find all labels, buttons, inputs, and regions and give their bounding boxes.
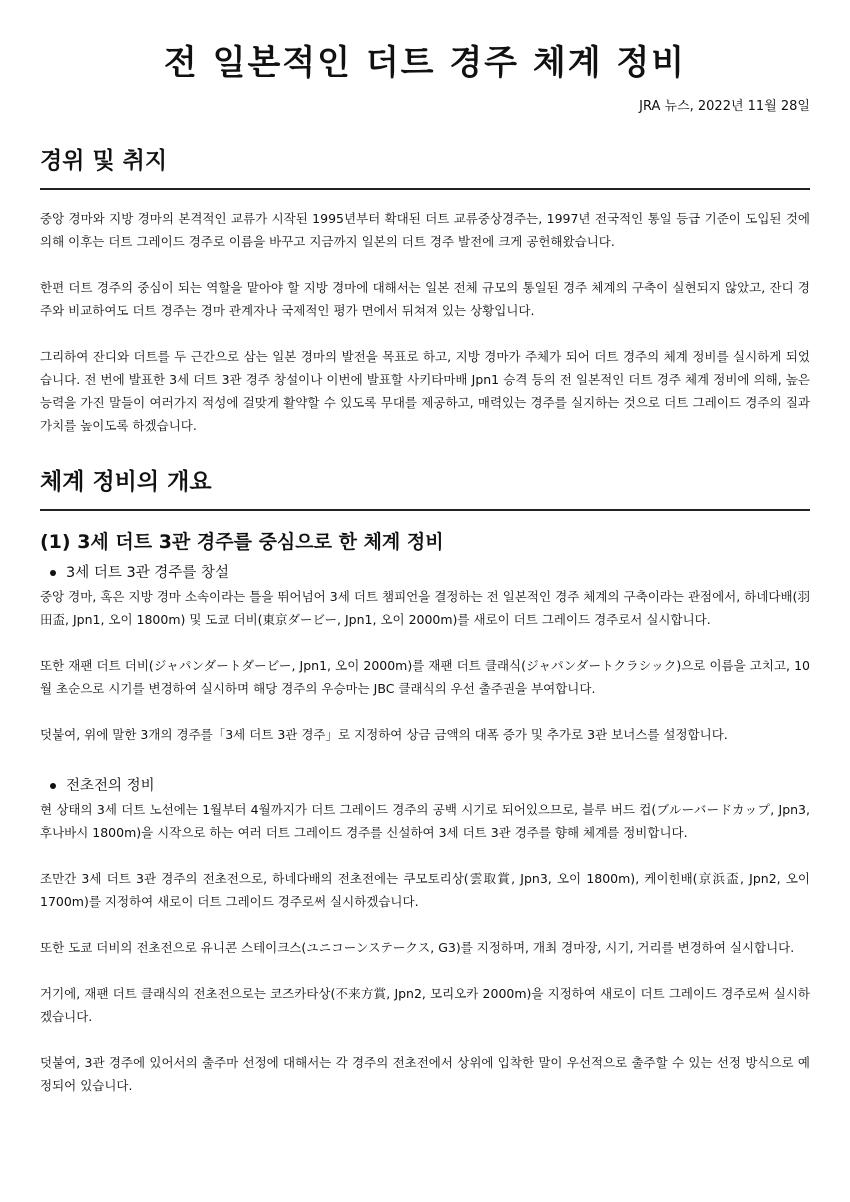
paragraph-prep-races-4: 거기에, 재팬 더트 클래식의 전초전으로는 코즈카타상(不来方賞, Jpn2, 모리오카 2000m)을 지정하여 새로이 더트 그레이드 경주로써 실시하겠습니다. (40, 986, 810, 1024)
bullet-icon (50, 783, 56, 789)
section-heading-overview: 체계 정비의 개요 (40, 469, 212, 495)
paragraph-prep-races-3: 또한 도쿄 더비의 전초전으로 유니콘 스테이크스(ユニコーンステークス, G3)를 지정하며, 개최 경마장, 시기, 거리를 변경하여 실시합니다. (40, 940, 795, 955)
paragraph-triple-crown-2: 또한 재팬 더트 더비(ジャパンダートダービー, Jpn1, 오이 2000m)를 재팬 더트 클래식(ジャパンダートクラシック)으로 이름을 고치고, 10월 초순으로 시기를 변경하여 실시하며 해당 경주의 우승마는 JBC 클래식의 우선 출주권을 부여합니다. (40, 658, 810, 696)
paragraph-triple-crown-3: 덧붙여, 위에 말한 3개의 경주를「3세 더트 3관 경주」로 지정하여 상금 금액의 대폭 증가 및 추가로 3관 보너스를 설정합니다. (40, 727, 728, 742)
paragraph-prep-races-5: 덧붙여, 3관 경주에 있어서의 출주마 선정에 대해서는 각 경주의 전초전에서 상위에 입착한 말이 우선적으로 출주할 수 있는 선정 방식으로 예정되어 있습니다. (40, 1055, 810, 1093)
bullet-label: 전초전의 정비 (66, 778, 155, 794)
paragraph-background-3: 그리하여 잔디와 더트를 두 근간으로 삼는 일본 경마의 발전을 목표로 하고, 지방 경마가 주체가 되어 더트 경주의 체계 정비를 실시하게 되었습니다. 전 번에 발표한 3세 더트 3관 경주 창설이나 이번에 발표할 사키타마배 Jpn1 승격 등의 전 일본적인 더트 경주 체계 정비에 의해, 높은 능력을 가진 말들이 여러가지 적성에 걸맞게 활약할 수 있도록 무대를 제공하고, 매력있는 경주를 실지하는 것으로 더트 그레이드 경주의 질과 가치를 높이도록 하겠습니다. (40, 349, 810, 433)
bullet-icon (50, 570, 56, 576)
paragraph-prep-races-1: 현 상태의 3세 더트 노선에는 1월부터 4월까지가 더트 그레이드 경주의 공백 시기로 되어있으므로, 블루 버드 컵(ブルーバードカップ, Jpn3, 후나바시 1800m)을 시작으로 하는 여러 더트 그레이드 경주를 신설하여 3세 더트 3관 경주를 향해 체계를 정비합니다. (40, 802, 810, 840)
section-divider (40, 509, 810, 511)
bullet-heading-triple-crown (50, 561, 810, 585)
bullet-label: 3세 더트 3관 경주를 창설 (66, 565, 229, 581)
paragraph-triple-crown-1: 중앙 경마, 혹은 지방 경마 소속이라는 틀을 뛰어넘어 3세 더트 챔피언을 결정하는 전 일본적인 경주 체계의 구축이라는 관점에서, 하네다배(羽田盃, Jpn1, 오이 1800m) 및 도쿄 더비(東京ダービー, Jpn1, 오이 2000m)를 새로이 더트 그레이드 경주로서 실시합니다. (40, 589, 810, 627)
section-heading-background: 경위 및 취지 (40, 148, 168, 174)
paragraph-background-2: 한편 더트 경주의 중심이 되는 역할을 맡아야 할 지방 경마에 대해서는 일본 전체 규모의 통일된 경주 체계의 구축이 실현되지 않았고, 잔디 경주와 비교하여도 더트 경주는 경마 관계자나 국제적인 평가 면에서 뒤쳐져 있는 상황입니다. (40, 280, 810, 318)
bullet-heading-prep-races (50, 774, 810, 798)
paragraph-background-1: 중앙 경마와 지방 경마의 본격적인 교류가 시작된 1995년부터 확대된 더트 교류중상경주는, 1997년 전국적인 통일 등급 기준이 도입된 것에 의해 이후는 더트 그레이드 경주로 이름을 바꾸고 지금까지 일본의 더트 경주 발전에 크게 공헌해왔습니다. (40, 211, 810, 249)
subsection-heading: (1) 3세 더트 3관 경주를 중심으로 한 체계 정비 (40, 531, 444, 553)
paragraph-prep-races-2: 조만간 3세 더트 3관 경주의 전초전으로, 하네다배의 전초전에는 쿠모토리상(雲取賞, Jpn3, 오이 1800m), 케이힌배(京浜盃, Jpn2, 오이 1700m)를 지정하여 새로이 더트 그레이드 경주로써 실시하겠습니다. (40, 871, 810, 909)
document-title: 전 일본적인 더트 경주 체계 정비 (163, 43, 687, 83)
source-line: JRA 뉴스, 2022년 11월 28일 (639, 99, 810, 114)
